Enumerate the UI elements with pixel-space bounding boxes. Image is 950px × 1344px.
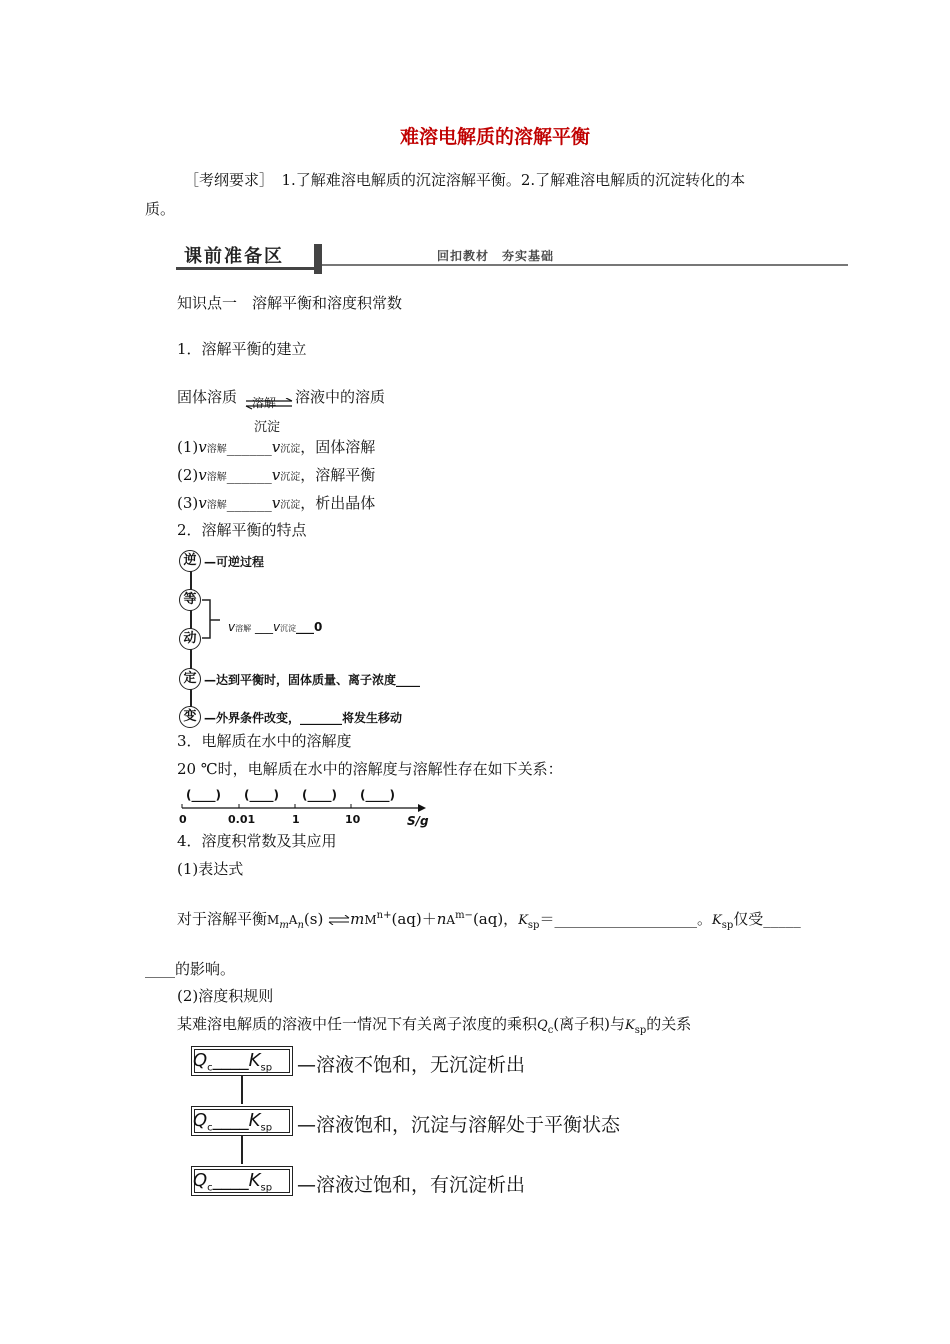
state-solid: (s) <box>303 910 324 928</box>
equilibrium-arrow-icon <box>244 398 294 410</box>
ksp-subscript: sp <box>260 1062 273 1074</box>
subscript-m: m <box>279 920 289 931</box>
features-bracket <box>202 598 222 642</box>
fill-blank[interactable]: ____ <box>212 1050 249 1071</box>
rate-symbol: v <box>272 620 281 634</box>
ksp-subscript: sp <box>527 920 540 931</box>
rate-subscript: 沉淀 <box>280 472 301 483</box>
case-result: ，溶解平衡 <box>300 466 376 484</box>
paragraph-3: 20 ℃时，电解质在水中的溶解度与溶解性存在如下关系： <box>177 760 563 778</box>
axis-blank-4[interactable]: (____) <box>360 788 395 802</box>
case-result: ，固体溶解 <box>300 438 376 456</box>
rule-end: 的关系 <box>646 1015 692 1033</box>
rate-symbol: v <box>228 620 236 634</box>
q-subscript: c <box>207 1182 213 1194</box>
axis-tick-label: 0 <box>179 813 187 826</box>
q-subscript: c <box>547 1025 554 1036</box>
ksp-symbol: K <box>711 913 722 928</box>
eq-arrow-top: 溶解 <box>252 396 277 410</box>
q-symbol: Q <box>537 1018 548 1033</box>
ksp-symbol: K <box>248 1110 261 1131</box>
rate-subscript: 沉淀 <box>280 444 301 455</box>
heading-4-2: (2)溶度积规则 <box>177 987 274 1005</box>
features-rate-relation <box>228 620 322 634</box>
feature-text-change: —外界条件改变，_______将发生移动 <box>204 711 403 725</box>
rate-subscript: 溶解 <box>206 472 227 483</box>
rule-relation-3 <box>193 1170 272 1194</box>
fill-blank[interactable]: ______ <box>226 494 272 512</box>
rules-connector <box>241 1076 243 1104</box>
case-result: ，析出晶体 <box>300 494 376 512</box>
rate-symbol: v <box>198 494 207 512</box>
rule-description-3: —溶液过饱和，有沉淀析出 <box>297 1174 526 1196</box>
feature-circle-reverse: 逆 <box>179 550 201 572</box>
rule-relation-1 <box>193 1050 272 1074</box>
axis-tick-label: 1 <box>292 813 300 826</box>
fill-blank[interactable]: ____ <box>212 1110 249 1131</box>
section-rule-divider <box>322 264 848 266</box>
rule-mid: (离子积)与 <box>553 1015 626 1033</box>
heading-4: 4．溶度积常数及其应用 <box>177 832 337 850</box>
rate-symbol: v <box>198 466 207 484</box>
coef-n: n <box>436 910 447 928</box>
requirements-line-2: 质。 <box>145 200 176 218</box>
feature-text-reverse: —可逆过程 <box>204 555 265 569</box>
rule-intro <box>177 1013 691 1036</box>
ksp-subscript: sp <box>634 1025 647 1036</box>
knowledge-point-heading: 知识点一 溶解平衡和溶度积常数 <box>177 294 403 312</box>
fill-blank[interactable]: ______ <box>226 466 272 484</box>
solubility-axis <box>178 802 428 818</box>
fill-blank[interactable]: ___0 <box>296 620 323 634</box>
q-symbol: Q <box>193 1110 208 1131</box>
heading-1: 1．溶解平衡的建立 <box>177 340 307 358</box>
ksp-symbol: K <box>625 1018 635 1033</box>
heading-3: 3．电解质在水中的溶解度 <box>177 732 352 750</box>
rule-relation-2 <box>193 1110 272 1134</box>
heading-2: 2．溶解平衡的特点 <box>177 521 307 539</box>
fill-blank[interactable]: ____ <box>212 1170 249 1191</box>
rate-symbol: v <box>271 466 281 484</box>
fill-blank[interactable]: ＝___________________。 <box>539 910 712 928</box>
formula-a: A <box>288 913 298 927</box>
axis-blank-1[interactable]: (____) <box>186 788 221 802</box>
ksp-subscript: sp <box>721 920 734 931</box>
q-symbol: Q <box>193 1170 208 1191</box>
fill-blank[interactable]: ___ <box>254 620 273 634</box>
formula-m: M <box>267 913 280 927</box>
axis-unit: S/g <box>407 814 429 828</box>
ksp-expression <box>177 908 801 931</box>
section-bar-divider <box>314 244 322 274</box>
case-row-2 <box>177 464 375 485</box>
feature-circle-change: 变 <box>179 706 201 728</box>
charge-m: n+ <box>376 910 392 921</box>
rule-text: 某难溶电解质的溶液中任一情况下有关离子浓度的乘积 <box>177 1015 538 1033</box>
ksp-subscript: sp <box>260 1122 273 1134</box>
feature-circle-fixed: 定 <box>179 668 201 690</box>
rate-subscript: 沉淀 <box>280 624 297 633</box>
ion-m: M <box>364 913 377 927</box>
q-subscript: c <box>207 1062 213 1074</box>
feature-circle-equal: 等 <box>179 589 201 611</box>
feature-circle-dynamic: 动 <box>179 628 201 650</box>
case-row-3 <box>177 492 375 513</box>
requirements-line-1: ［考纲要求］ 1.了解难溶电解质的沉淀溶解平衡。2.了解难溶电解质的沉淀转化的本 <box>184 171 746 189</box>
charge-a: m− <box>455 910 473 921</box>
fill-blank[interactable]: 仅受_____ <box>733 910 801 928</box>
state-aq: (aq)＋ <box>391 910 437 928</box>
axis-blank-2[interactable]: (____) <box>244 788 279 802</box>
heading-4-1: (1)表达式 <box>177 860 244 878</box>
rate-symbol: v <box>198 438 207 456</box>
axis-tick-label: 10 <box>345 813 361 826</box>
ksp-symbol: K <box>518 913 528 928</box>
q-symbol: Q <box>193 1050 208 1071</box>
case-number: (1) <box>177 438 199 456</box>
axis-tick-label: 0.01 <box>228 813 256 826</box>
expr-prefix: 对于溶解平衡 <box>177 910 268 928</box>
case-row-1 <box>177 436 375 457</box>
rules-connector <box>241 1136 243 1164</box>
feature-text-fixed: —达到平衡时，固体质量、离子浓度____ <box>204 673 421 687</box>
ksp-symbol: K <box>248 1050 261 1071</box>
eq-arrow-bottom: 沉淀 <box>254 420 281 435</box>
ksp-subscript: sp <box>260 1182 273 1194</box>
ion-a: A <box>446 913 456 927</box>
rate-symbol: v <box>271 438 281 456</box>
fill-blank[interactable]: ______ <box>226 438 272 456</box>
ksp-symbol: K <box>248 1170 261 1191</box>
eq-right: 溶液中的溶质 <box>295 388 386 406</box>
section-title: 课前准备区 <box>176 244 314 270</box>
ksp-expression-line-2[interactable]: ____的影响。 <box>145 960 236 978</box>
q-subscript: c <box>207 1122 213 1134</box>
rule-description-2: —溶液饱和，沉淀与溶解处于平衡状态 <box>297 1114 621 1136</box>
equilibrium-arrow-icon <box>328 915 350 925</box>
coef-m: m <box>350 910 365 928</box>
state-aq: (aq)， <box>472 910 519 928</box>
subscript-n: n <box>297 920 304 931</box>
rate-subscript: 溶解 <box>235 624 252 633</box>
axis-blank-3[interactable]: (____) <box>302 788 337 802</box>
rate-symbol: v <box>271 494 281 512</box>
rate-subscript: 溶解 <box>206 500 227 511</box>
page-title: 难溶电解质的溶解平衡 <box>399 126 590 148</box>
rate-subscript: 沉淀 <box>280 500 301 511</box>
eq-left: 固体溶质 <box>177 388 238 406</box>
rule-description-1: —溶液不饱和，无沉淀析出 <box>297 1054 526 1076</box>
case-number: (3) <box>177 494 199 512</box>
rate-subscript: 溶解 <box>206 444 227 455</box>
section-subtitle: 回扣教材 夯实基础 <box>437 249 555 263</box>
case-number: (2) <box>177 466 199 484</box>
